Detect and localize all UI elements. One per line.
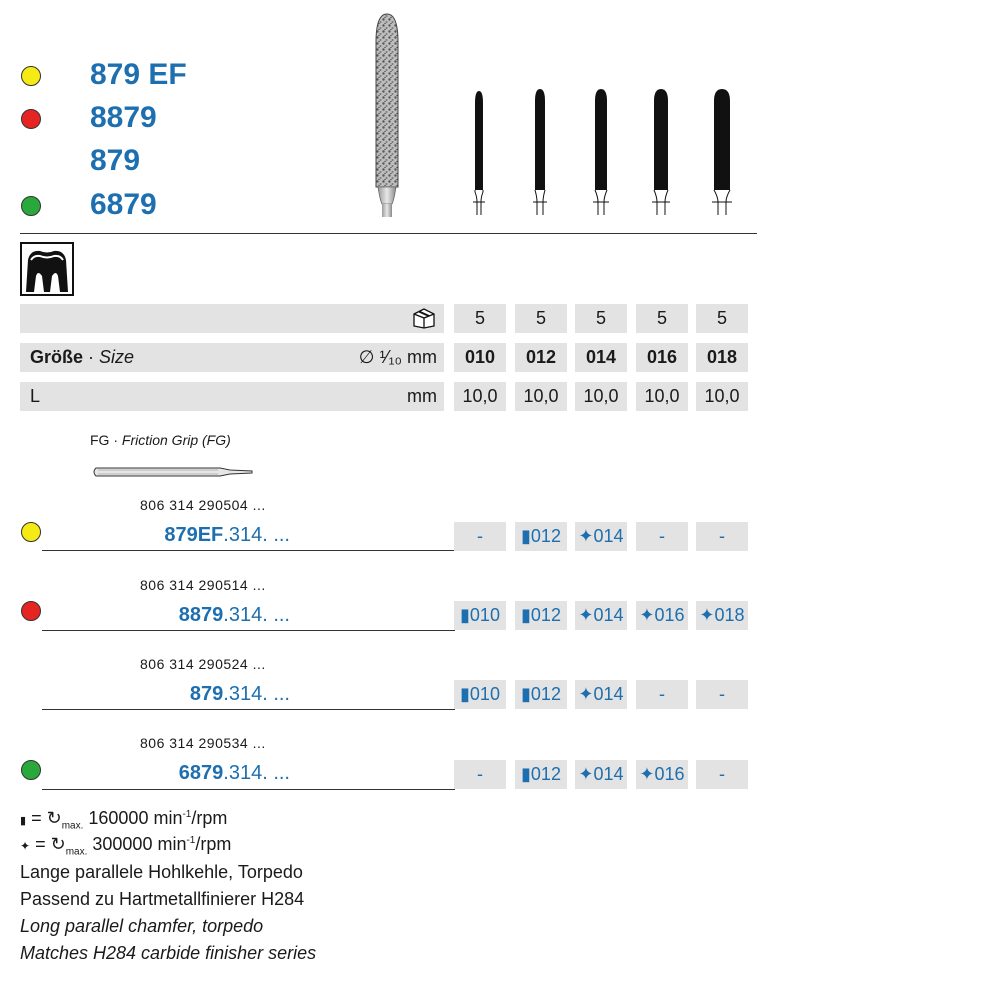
order-cell: -: [696, 680, 748, 709]
pack-qty: 5: [696, 304, 748, 333]
variant-8879: 8879: [90, 101, 157, 134]
pack-qty: 5: [515, 304, 567, 333]
order-cell: -: [636, 680, 688, 709]
ref-number: 806 314 290514 ...: [140, 577, 266, 593]
order-rule: [42, 550, 455, 551]
bur-size-016: [652, 89, 670, 215]
description-en-2: Matches H284 carbide finisher series: [20, 943, 317, 963]
package-icon: [412, 307, 436, 329]
description-en-1: Long parallel chamfer, torpedo: [20, 916, 264, 936]
size-value: 010: [454, 343, 506, 372]
order-cell: ▮012: [515, 522, 567, 551]
speed-legend-1: ▮ = $↻_{max.}$ 160000 $\min^{-1}$/rpm: [20, 808, 228, 832]
ref-number: 806 314 290534 ...: [140, 735, 266, 751]
order-cell: ✦014: [575, 760, 627, 789]
pack-row-label: [20, 304, 444, 333]
order-rule: [42, 630, 455, 631]
order-cell: ▮010: [454, 680, 506, 709]
variant-6879: 6879: [90, 188, 157, 221]
variant-879: 879: [90, 144, 141, 177]
order-cell: ✦016: [636, 760, 688, 789]
order-cell: -: [454, 760, 506, 789]
description-de-2: Passend zu Hartmetallfinierer H284: [20, 889, 305, 909]
header-rule: [20, 233, 757, 234]
variant-dot-red: [21, 109, 41, 129]
order-cell: -: [696, 760, 748, 789]
order-cell: -: [636, 522, 688, 551]
ref-number: 806 314 290524 ...: [140, 656, 266, 672]
order-cell: ✦014: [575, 522, 627, 551]
order-cell: ▮012: [515, 601, 567, 630]
variant-dot-green: [21, 196, 41, 216]
order-cell: ✦014: [575, 601, 627, 630]
order-cell: ✦016: [636, 601, 688, 630]
order-dot-red: [21, 601, 41, 621]
ref-number: 806 314 290504 ...: [140, 497, 266, 513]
order-code: 6879.314. ...: [178, 762, 290, 784]
pack-qty: 5: [454, 304, 506, 333]
order-cell: ✦018: [696, 601, 748, 630]
size-value: 014: [575, 343, 627, 372]
order-cell: ▮010: [454, 601, 506, 630]
order-dot-yellow: [21, 522, 41, 542]
bur-size-012: [533, 89, 547, 215]
speed-legend-2: ✦ = $↻_{max.}$ 300000 $\min^{-1}$/rpm: [20, 834, 232, 858]
order-code: 879.314. ...: [189, 683, 290, 705]
length-unit: mm: [407, 386, 437, 406]
size-value: 012: [515, 343, 567, 372]
length-value: 10,0: [636, 382, 688, 411]
length-value: 10,0: [696, 382, 748, 411]
length-value: 10,0: [515, 382, 567, 411]
bur-photo: [358, 12, 418, 217]
variant-879ef: 879 EF: [90, 58, 187, 91]
size-value: 018: [696, 343, 748, 372]
bur-size-014: [593, 89, 609, 215]
length-value: 10,0: [454, 382, 506, 411]
length-value: 10,0: [575, 382, 627, 411]
bur-size-010: [473, 91, 485, 215]
pack-qty: 5: [636, 304, 688, 333]
bur-silhouettes: [455, 85, 745, 220]
order-cell: ▮012: [515, 680, 567, 709]
order-code: 879EF.314. ...: [164, 524, 290, 546]
order-rule: [42, 709, 455, 710]
fg-shank-drawing: [90, 464, 255, 480]
order-cell: -: [454, 522, 506, 551]
length-label: L: [30, 386, 41, 406]
rotation-icon: ↻: [46, 808, 62, 828]
order-cell: ✦014: [575, 680, 627, 709]
length-row-label: [20, 382, 444, 411]
order-code: 8879.314. ...: [178, 604, 290, 626]
size-unit: ∅ ¹⁄₁₀ mm: [358, 347, 437, 367]
size-value: 016: [636, 343, 688, 372]
description-de-1: Lange parallele Hohlkehle, Torpedo: [20, 862, 303, 882]
rotation-icon: ↻: [50, 834, 66, 854]
pack-qty: 5: [575, 304, 627, 333]
order-dot-green: [21, 760, 41, 780]
tooth-icon: [20, 242, 74, 296]
bur-size-018: [712, 89, 732, 215]
order-rule: [42, 789, 455, 790]
order-cell: ▮012: [515, 760, 567, 789]
size-label: Größe · Size: [30, 347, 135, 367]
order-cell: -: [696, 522, 748, 551]
shank-label: FG · Friction Grip (FG): [90, 432, 231, 448]
variant-dot-yellow: [21, 66, 41, 86]
